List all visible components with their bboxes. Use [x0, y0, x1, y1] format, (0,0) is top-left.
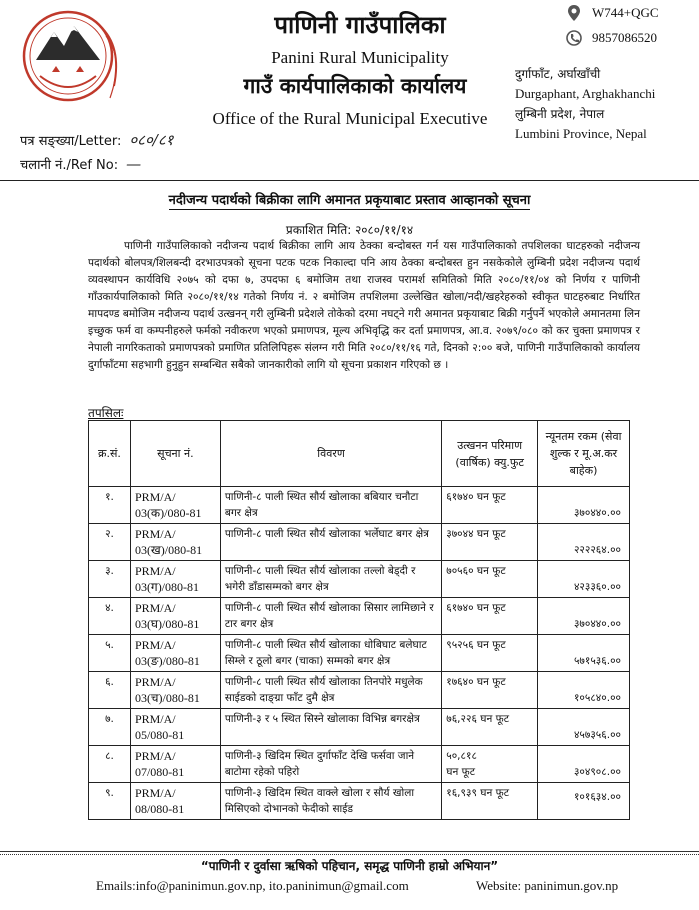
row-description: पाणिनी-८ पाली स्थित सौर्य खोलाका तल्लो बेड्दी र भगेरी डाँडासम्मको बगर क्षेत्र: [220, 561, 441, 598]
row-notice-no-b: 03(ङ)/080-81: [134, 654, 200, 668]
row-volume-b: घन फूट: [446, 766, 476, 778]
row-notice-no: [130, 561, 220, 598]
row-notice-no: [130, 635, 220, 672]
row-notice-no-b: 03(ख)/080-81: [134, 543, 203, 557]
row-min-rate: [538, 598, 630, 635]
row-min-rate: [538, 487, 630, 524]
row-min-rate: [538, 746, 630, 783]
table-row: [89, 561, 630, 598]
address-line-1: दुर्गाफाँट, अर्घाखाँची: [515, 67, 601, 81]
header-description: विवरण: [220, 421, 441, 487]
row-min-rate-value: १०५८४०.००: [573, 692, 621, 704]
row-min-rate: [538, 709, 630, 746]
plus-code-contact: [566, 4, 659, 22]
row-description: पाणिनी-८ पाली स्थित सौर्य खोलाका तिनपोरे मधुलेक साईडको दाङ्ग्रा फाँट दुमै क्षेत्र: [220, 672, 441, 709]
row-min-rate: [538, 524, 630, 561]
header-sn: क्र.सं.: [89, 421, 131, 487]
row-notice-no: [130, 487, 220, 524]
row-notice-no: [130, 783, 220, 820]
location-pin-icon: [566, 4, 582, 22]
row-notice-no: [130, 746, 220, 783]
municipality-seal: [10, 6, 138, 116]
row-volume: [442, 709, 538, 746]
row-volume-a: ९५२५६ घन फूट: [446, 639, 506, 651]
header-divider: [0, 180, 699, 181]
row-notice-no-b: 08/080-81: [134, 802, 185, 816]
row-description: पाणिनी-३ खिदिम स्थित दुर्गाफाँट देखि फर्सवा जाने बाटोमा रहेको पहिरो: [220, 746, 441, 783]
row-volume: [442, 635, 538, 672]
sites-table: [88, 420, 630, 820]
row-notice-no-a: PRM/A/: [134, 638, 176, 652]
letter-label: पत्र सङ्ख्या/Letter:: [20, 134, 122, 149]
header-notice-no: सूचना नं.: [130, 421, 220, 487]
row-notice-no: [130, 709, 220, 746]
row-volume-a: ६१७४० घन फूट: [446, 491, 506, 503]
footer-emails: Emails:info@paninimun.gov.np, ito.paninimun@gmail.com: [96, 878, 409, 893]
table-row: [89, 487, 630, 524]
row-volume: [442, 783, 538, 820]
footer-divider: [0, 851, 699, 852]
row-sn: १.: [89, 487, 131, 524]
row-volume-a: ६१७४० घन फूट: [446, 602, 506, 614]
table-header-row: [89, 421, 630, 487]
header-volume: उत्खनन परिमाण (वार्षिक) क्यु.फुट: [442, 421, 538, 487]
notice-heading: [0, 190, 699, 208]
municipality-title-english: Panini Rural Municipality: [271, 48, 449, 67]
row-description: पाणिनी-८ पाली स्थित सौर्य खोलाका बबियार चनौटा बगर क्षेत्र: [220, 487, 441, 524]
row-min-rate-value: ३७०४४०.००: [573, 618, 621, 630]
row-min-rate: [538, 672, 630, 709]
row-notice-no-a: PRM/A/: [134, 527, 176, 541]
row-min-rate: [538, 561, 630, 598]
published-date: प्रकाशित मिति: २०८०/११/१४: [285, 223, 414, 237]
row-min-rate: [538, 783, 630, 820]
row-sn: ९.: [89, 783, 131, 820]
row-sn: ८.: [89, 746, 131, 783]
row-description: पाणिनी-३ र ५ स्थित सिस्ने खोलाका विभिन्न बगरक्षेत्र: [220, 709, 441, 746]
row-volume: [442, 487, 538, 524]
details-label: तपसिलः: [88, 406, 124, 420]
row-min-rate-value: ३७०४४०.००: [573, 507, 621, 519]
ref-number-value: —: [126, 155, 142, 173]
row-description: पाणिनी-८ पाली स्थित सौर्य खोलाका धोबिघाट बलेघाट सिम्ले र ठूलो बगर (चाका) सम्मको बगर क्षेत्र: [220, 635, 441, 672]
row-notice-no-a: PRM/A/: [134, 601, 176, 615]
row-min-rate-value: ४५७३५६.००: [573, 729, 621, 741]
plus-code: W744+QGC: [592, 5, 659, 20]
office-address: [515, 64, 655, 144]
letter-number-value: ०८०/८१: [129, 131, 174, 149]
letter-number-line: [20, 130, 173, 150]
row-notice-no-b: 03(ग)/080-81: [134, 580, 200, 594]
row-sn: ६.: [89, 672, 131, 709]
header-min-rate: न्यूनतम रकम (सेवा शुल्क र मू.अ.कर बाहेक): [538, 421, 630, 487]
row-min-rate-value: ५७१५३६.००: [573, 655, 621, 667]
office-title-nepali: गाउँ कार्यपालिकाको कार्यालय: [243, 74, 467, 98]
office-title-english: Office of the Rural Municipal Executive: [212, 109, 488, 128]
row-description: पाणिनी-३ खिदिम स्थित वाक्ले खोला र सौर्य खोला मिसिएको दोभानको फेदीको साईड: [220, 783, 441, 820]
row-volume: [442, 672, 538, 709]
row-notice-no-a: PRM/A/: [134, 675, 176, 689]
row-notice-no-a: PRM/A/: [134, 749, 176, 763]
phone-icon: [566, 29, 582, 47]
municipality-title-nepali: पाणिनी गाउँपालिका: [274, 11, 446, 39]
row-notice-no-b: 07/080-81: [134, 765, 185, 779]
row-sn: २.: [89, 524, 131, 561]
row-volume-a: ७६,२२६ घन फूट: [446, 713, 509, 725]
address-line-4: Lumbini Province, Nepal: [515, 126, 647, 141]
table-row: [89, 783, 630, 820]
row-volume-a: ७०५६० घन फूट: [446, 565, 506, 577]
footer-website: Website: paninimun.gov.np: [476, 878, 619, 893]
row-notice-no-a: PRM/A/: [134, 786, 176, 800]
footer-slogan: “पाणिनी र दुर्वासा ऋषिको पहिचान, समृद्ध पाणिनी हाम्रो अभियान”: [200, 859, 499, 873]
row-min-rate-value: ४२३३६०.००: [573, 581, 621, 593]
row-volume-a: १६,९३९ घन फूट: [446, 787, 509, 799]
row-notice-no-b: 03(घ)/080-81: [134, 617, 200, 631]
footer-divider-dotted: [0, 854, 699, 855]
row-sn: ३.: [89, 561, 131, 598]
row-notice-no: [130, 672, 220, 709]
row-min-rate: [538, 635, 630, 672]
notice-heading-text: नदीजन्य पदार्थको बिक्रीका लागि अमानत प्रकृयाबाट प्रस्ताव आव्हानको सूचना: [168, 193, 531, 208]
table-row: [89, 746, 630, 783]
phone-contact: [566, 29, 657, 47]
row-sn: ४.: [89, 598, 131, 635]
row-description: पाणिनी-८ पाली स्थित सौर्य खोलाका भर्लेघाट बगर क्षेत्र: [220, 524, 441, 561]
row-sn: ५.: [89, 635, 131, 672]
row-notice-no-b: 05/080-81: [134, 728, 185, 742]
notice-body: पाणिनी गाउँपालिकाको नदीजन्य पदार्थ बिक्रीका लागि आय ठेक्का बन्दोबस्त गर्न यस गाउँपालिकाको तपशिलका घाटहरुको नदीजन्य पदार्थको बोलपत्र/शिलबन्दी दरभाउपत्रको सूचना पटक पटक निकाल्दा पनि आय ठेक्का बन्दोबस्त हुन नसकेकोले लुम्बिनी प्रदेश नदीजन्य पदार्थ व्यवस्थापन कार्यविधि २०७५ को दफा ७, उपदफा ६ बमोजिम तथा राजस्व परामर्श समितिको मिति २०८०/११/०४ को निर्णय र पाणिनी गाँउकार्यपालिकाको मिति २०८०/११/१४ गतेको निर्णय नं. २ बमोजिम तपशिलमा उल्लेखित खोला/नदी/खहरेहरुको स्वीकृत घाटहरुबाट निर्धारित मापदण्ड बमोजिम नदीजन्य पदार्थ उत्खनन् गरी लुम्बिनी प्रदेशले तोकेको दरमा नघट्ने गरी अमानत प्रकृयाबाट बिक्री गर्नुपर्ने भएकोले अमानतमा लिन इच्छुक फर्म वा कम्पनीहरुले फर्मको नवीकरण भएको प्रमाणपत्र, मूल्य अभिवृद्धि कर दर्ता प्रमाणपत्र, आ.व. २०७९/०८० को कर चुक्ता प्रमाणपत्र र नेपाली नागरिकताको प्रमाणपत्रको प्रमाणित प्रतिलिपिहरू संलग्न गरी मिति २०८०/११/१६ गते, दिनको २:०० बजे, पाणिनी गाउँपालिकाको कार्यालय दुर्गाफाँटमा सहभागी हुनुहुन सम्बन्धित सबैको जानकारीको लागि यो सूचना प्रकाशन गरिएको छ ।: [88, 240, 640, 371]
row-notice-no-b: 03(क)/080-81: [134, 506, 202, 520]
table-row: [89, 709, 630, 746]
address-line-2: Durgaphant, Arghakhanchi: [515, 86, 656, 101]
row-notice-no-a: PRM/A/: [134, 712, 176, 726]
table-row: [89, 635, 630, 672]
ref-number-line: [20, 155, 141, 173]
row-volume: [442, 598, 538, 635]
row-sn: ७.: [89, 709, 131, 746]
row-description: पाणिनी-८ पाली स्थित सौर्य खोलाका सिसार लामिछाने र टार बगर क्षेत्र: [220, 598, 441, 635]
row-volume-a: १७६४० घन फूट: [446, 676, 506, 688]
address-line-3: लुम्बिनी प्रदेश, नेपाल: [515, 107, 605, 121]
row-min-rate-value: २२२२६४.००: [573, 544, 621, 556]
row-notice-no-b: 03(च)/080-81: [134, 691, 200, 705]
table-row: [89, 672, 630, 709]
table-row: [89, 598, 630, 635]
row-notice-no-a: PRM/A/: [134, 564, 176, 578]
phone-number: 9857086520: [592, 30, 657, 45]
table-row: [89, 524, 630, 561]
row-volume: [442, 746, 538, 783]
row-volume: [442, 524, 538, 561]
row-notice-no-a: PRM/A/: [134, 490, 176, 504]
row-volume: [442, 561, 538, 598]
row-volume-a: ३७०४४ घन फूट: [446, 528, 506, 540]
row-min-rate-value: ३०४९०८.००: [573, 766, 621, 778]
ref-label: चलानी नं./Ref No:: [20, 158, 119, 173]
row-min-rate-value: १०१६३४.००: [573, 791, 621, 803]
row-notice-no: [130, 524, 220, 561]
row-notice-no: [130, 598, 220, 635]
row-volume-a: ५०,८१८: [446, 750, 477, 762]
